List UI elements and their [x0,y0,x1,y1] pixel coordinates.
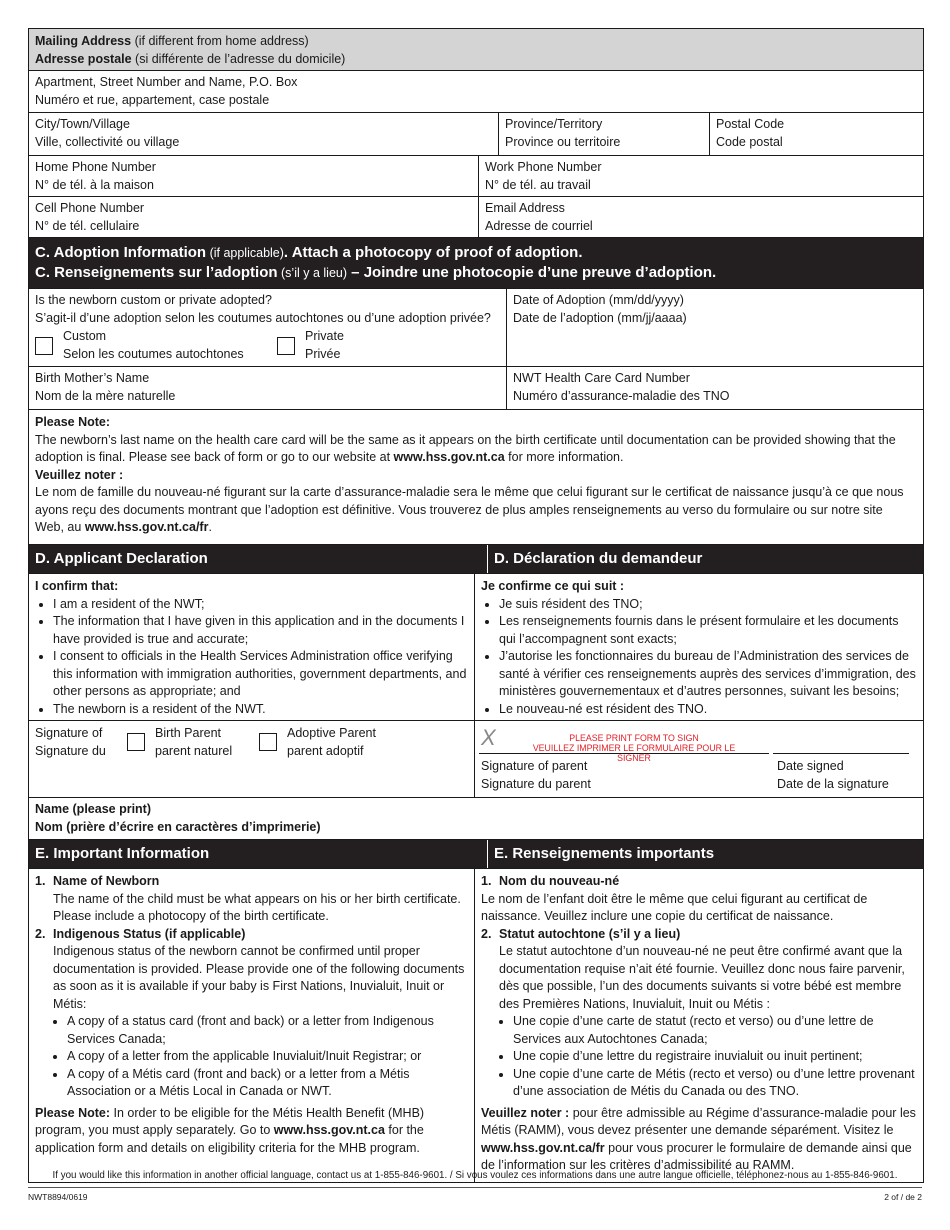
mhb-note-title-fr: Veuillez noter : [481,1105,570,1120]
signature-parent-label-en: Signature of parent [481,759,588,773]
mhb-note-title-en: Please Note: [35,1105,111,1120]
section-d-title-en-text: D. Applicant Declaration [35,550,208,567]
birth-mother-label-fr: Nom de la mère naturelle [35,388,176,403]
declaration-item: • Les renseignements fournis dans le présent formulaire et les documents qui l’accompagnent sont exacts; [499,613,917,648]
declaration-intro-fr: Je confirme ce qui suit : [481,579,625,593]
birth-parent-label-fr: parent naturel [155,743,233,758]
note-text-fr: Le nom de famille du nouveau-né figurant sur la carte d’assurance-maladie sera le même que celui figurant sur le certificat de naissance jusqu’à ce que nous ayons reçu des documents montrant que l’adoption est définitive. Vous trouverez de plus amples renseignements au verso du formulaire ou sur notre site Web, au [35,485,904,534]
print-warning-fr: VEUILLEZ IMPRIMER LE FORMULAIRE POUR LE SIGNER [532,743,736,763]
mhb-note-en [35,1105,468,1158]
declaration-item: • Le nouveau-né est résident des TNO. [499,701,917,719]
private-label-en: Private [305,329,344,343]
postal-code-field[interactable] [710,113,923,155]
signature-of-label-fr: Signature du [35,743,106,758]
cell-phone-label-en: Cell Phone Number [35,201,145,215]
cell-phone-field[interactable] [29,197,479,237]
province-field[interactable] [499,113,710,155]
page-number: 2 of / de 2 [884,1192,922,1202]
province-label-en: Province/Territory [505,117,603,131]
section-e-title-en [29,840,488,868]
province-label-fr: Province ou territoire [505,134,621,149]
adoptive-parent-label-fr: parent adoptif [287,743,364,758]
note-title-fr: Veuillez noter : [35,467,124,482]
adoptive-parent-label-en: Adoptive Parent [287,726,376,740]
email-label-en: Email Address [485,201,565,215]
section-d-title-fr [488,545,923,573]
email-field[interactable] [479,197,923,237]
mailing-address-header [29,29,923,71]
street-field[interactable] [29,71,923,113]
signature-type [29,721,475,797]
indigenous-status-text: Indigenous status of the newborn cannot be confirmed until proper documentation is provided. Please provide one of the following documents as soon as it is available if your baby is First Nations, Inuvialuit, Inuit or Métis: [53,944,465,1011]
statut-autochtone-text: Le statut autochtone d’un nouveau-né ne peut être confirmé avant que la documentation requise n’ait été fournie. Veuillez donc nous faire parvenir, dès que possible, l’un des documents suivants si votre bébé est membre des Premières Nations, Inuvialuit, Inuit ou Métis : [499,944,905,1011]
section-d-title-fr-text: D. Déclaration du demandeur [494,550,703,567]
mailing-title-en: Mailing Address [35,34,132,48]
name-of-newborn-heading: Name of Newborn [53,874,160,888]
important-info-en [29,869,475,1182]
work-phone-label-en: Work Phone Number [485,160,602,174]
note-text-end-en: for more information. [504,450,624,464]
postal-label-en: Postal Code [716,117,785,131]
document-item: • Une copie d’une lettre du registraire inuvialuit ou inuit pertinent; [513,1048,917,1066]
note-text-end-fr: . [208,520,212,534]
declaration-item: • I am a resident of the NWT; [53,596,468,614]
signature-of-label-en: Signature of [35,726,103,740]
date-signed-label-en: Date signed [777,759,844,773]
language-note: If you would like this information in another official language, contact us at 1-855-846-9601. / Si vous voulez ces informations dans une autre langue officielle, téléphonez-nous au 1-855-846-9601. [52,1170,898,1181]
city-label-en: City/Town/Village [35,117,130,131]
declaration-intro-en: I confirm that: [35,579,119,593]
adoption-date-field[interactable] [507,289,923,366]
home-phone-field[interactable] [29,156,479,196]
note-title-en: Please Note: [35,415,111,429]
indigenous-status-heading: Indigenous Status (if applicable) [53,926,246,941]
document-item: • Une copie d’une carte de Métis (recto et verso) ou d’une lettre provenant d’une association de Métis du Canada ou des TNO. [513,1066,917,1101]
declaration-item: • The information that I have given in this application and in the documents I have provided is true and accurate; [53,613,468,648]
mhb-note-text-fr: pour être admissible au Régime d’assurance-maladie pour les Métis (RAMM), vous devez présenter une demande séparément. Visitez le [481,1105,916,1137]
name-print-label-fr: Nom (prière d’écrire en caractères d’imprimerie) [35,819,321,834]
info-heading-fr-1: 1. Nom du nouveau-né [481,874,620,888]
section-e-title-en-text: E. Important Information [35,845,210,862]
street-label-en: Apartment, Street Number and Name, P.O. Box [35,75,298,89]
important-info-fr [475,869,923,1182]
document-item: • A copy of a letter from the applicable Inuvialuit/Inuit Registrar; or [67,1048,468,1066]
website-link-en[interactable]: www.hss.gov.nt.ca [393,450,505,464]
statut-autochtone-heading: Statut autochtone (s’il y a lieu) [499,926,681,941]
adoptive-parent-checkbox[interactable] [259,733,277,751]
note-text-en: The newborn’s last name on the health care card will be the same as it appears on the birth certificate until documentation can be provided showing that the adoption is final. Please see back of form or go to our website at [35,432,896,464]
adoption-note [29,410,923,545]
mailing-subtitle-en: (if different from home address) [131,34,309,48]
section-c-instruction-fr: – Joindre une photocopie d’une preuve d’adoption. [347,264,717,281]
birth-parent-label-en: Birth Parent [155,726,222,740]
document-item: • Une copie d’une carte de statut (recto et verso) ou d’une lettre de Services aux Autochtones Canada; [513,1013,917,1048]
postal-label-fr: Code postal [716,134,783,149]
website-link-fr[interactable]: www.hss.gov.nt.ca/fr [84,520,209,534]
name-print-field[interactable] [29,798,923,840]
declaration-item: • Je suis résident des TNO; [499,596,917,614]
mhb-note-fr [481,1105,917,1175]
city-label-fr: Ville, collectivité ou village [35,134,180,149]
section-e-title-fr-text: E. Renseignements importants [494,845,715,862]
documents-list-en [53,1013,468,1101]
nom-nouveau-ne-text: Le nom de l’enfant doit être le même que celui figurant au certificat de naissance. Veuillez inclure une copie du certificat de naissance. [481,891,868,923]
section-d-title-en [29,545,488,573]
birth-mother-label-en: Birth Mother’s Name [35,371,150,385]
work-phone-field[interactable] [479,156,923,196]
mailing-title-fr: Adresse postale [35,51,132,66]
health-card-label-fr: Numéro d’assurance-maladie des TNO [513,388,730,403]
signature-parent-label-fr: Signature du parent [481,776,591,791]
mhb-link-fr[interactable]: www.hss.gov.nt.ca/fr [481,1140,605,1155]
form-number: NWT8894/0619 [28,1192,88,1202]
document-item: • A copy of a status card (front and back) or a letter from Indigenous Services Canada; [67,1013,468,1048]
birth-parent-checkbox[interactable] [127,733,145,751]
footer-divider [28,1187,922,1188]
health-card-number-field[interactable] [507,367,923,409]
document-item: • A copy of a Métis card (front and back) or a letter from a Métis Association or a Métis Local in Canada or NWT. [67,1066,468,1101]
signature-line[interactable] [479,725,769,763]
name-print-label-en: Name (please print) [35,802,152,816]
info-heading-fr-2: 2. Statut autochtone (s’il y a lieu) [481,926,681,941]
adoption-date-label-en: Date of Adoption (mm/dd/yyyy) [513,293,684,307]
print-warning-en: PLEASE PRINT FORM TO SIGN [569,733,699,743]
adoption-date-label-fr: Date de l’adoption (mm/jj/aaaa) [513,310,687,325]
date-signed-label-fr: Date de la signature [777,776,889,791]
private-adoption-checkbox[interactable] [277,337,295,355]
custom-label-fr: Selon les coutumes autochtones [63,346,244,361]
private-label-fr: Privée [305,346,341,361]
street-label-fr: Numéro et rue, appartement, case postale [35,92,270,107]
name-of-newborn-text: The name of the child must be what appears on his or her birth certificate. Please include a photocopy of the birth certificate. [53,891,461,923]
home-phone-label-fr: N° de tél. à la maison [35,177,154,192]
sign-here-x-icon: X [481,725,496,750]
declaration-list-fr [481,596,917,719]
note-body-fr [35,484,915,537]
mhb-note-text-en: In order to be eligible for the Métis Health Benefit (MHB) program, you must apply separately. Go to [35,1105,425,1137]
note-body-en [35,432,915,467]
home-phone-label-en: Home Phone Number [35,160,156,174]
declaration-fr [475,574,923,720]
mailing-subtitle-fr: (si différente de l’adresse du domicile) [131,51,346,66]
custom-label-en: Custom [63,329,107,343]
mhb-link-en[interactable]: www.hss.gov.nt.ca [273,1123,385,1137]
section-c-note-fr: (s’il y a lieu) [277,266,348,280]
section-e-title-fr [488,840,923,868]
section-c-instruction-en: . Attach a photocopy of proof of adoption. [283,244,583,261]
date-signed-line[interactable] [773,731,909,754]
mhb-note-text-end-fr: pour vous procurer le formulaire de demande ainsi que de l’information sur les critères d’admissibilité au RAMM. [481,1140,912,1172]
application-form [28,28,924,1183]
section-c-title-en: C. Adoption Information [35,244,207,261]
declaration-en [29,574,475,720]
city-field[interactable] [29,113,499,155]
info-heading-en-1: 1. Name of Newborn [35,874,160,888]
adoption-type-question-en: Is the newborn custom or private adopted? [35,293,272,307]
section-c-note-en: (if applicable) [206,246,284,260]
declaration-list-en [35,596,468,719]
cell-phone-label-fr: N° de tél. cellulaire [35,218,140,233]
parent-signature-area [475,721,923,797]
section-c-title-fr: C. Renseignements sur l’adoption [35,264,278,281]
adoption-type-question [29,289,507,366]
birth-mother-name-field[interactable] [29,367,507,409]
declaration-item: • J’autorise les fonctionnaires du bureau de l’Administration des services de santé à vérifier ces renseignements auprès des services d’immigration, des ministères gouvernementaux et d’autres personnes, suivant les besoins; [499,648,917,701]
info-heading-en-2: 2. Indigenous Status (if applicable) [35,926,246,941]
custom-adoption-checkbox[interactable] [35,337,53,355]
work-phone-label-fr: N° de tél. au travail [485,177,591,192]
section-c-header [29,238,923,289]
nom-nouveau-ne-heading: Nom du nouveau-né [499,874,620,888]
mhb-note-text-end-en: for the application form and details on eligibility criteria for the MHB program. [35,1123,424,1155]
declaration-item: • I consent to officials in the Health Services Administration office verifying this information with immigration authorities, government departments, and other persons as appropriate; and [53,648,468,701]
adoption-type-question-fr: S’agit-il d’une adoption selon les coutumes autochtones ou d’une adoption privée? [35,310,491,325]
documents-list-fr [499,1013,917,1101]
declaration-item: • The newborn is a resident of the NWT. [53,701,468,719]
health-card-label-en: NWT Health Care Card Number [513,371,690,385]
email-label-fr: Adresse de courriel [485,218,593,233]
